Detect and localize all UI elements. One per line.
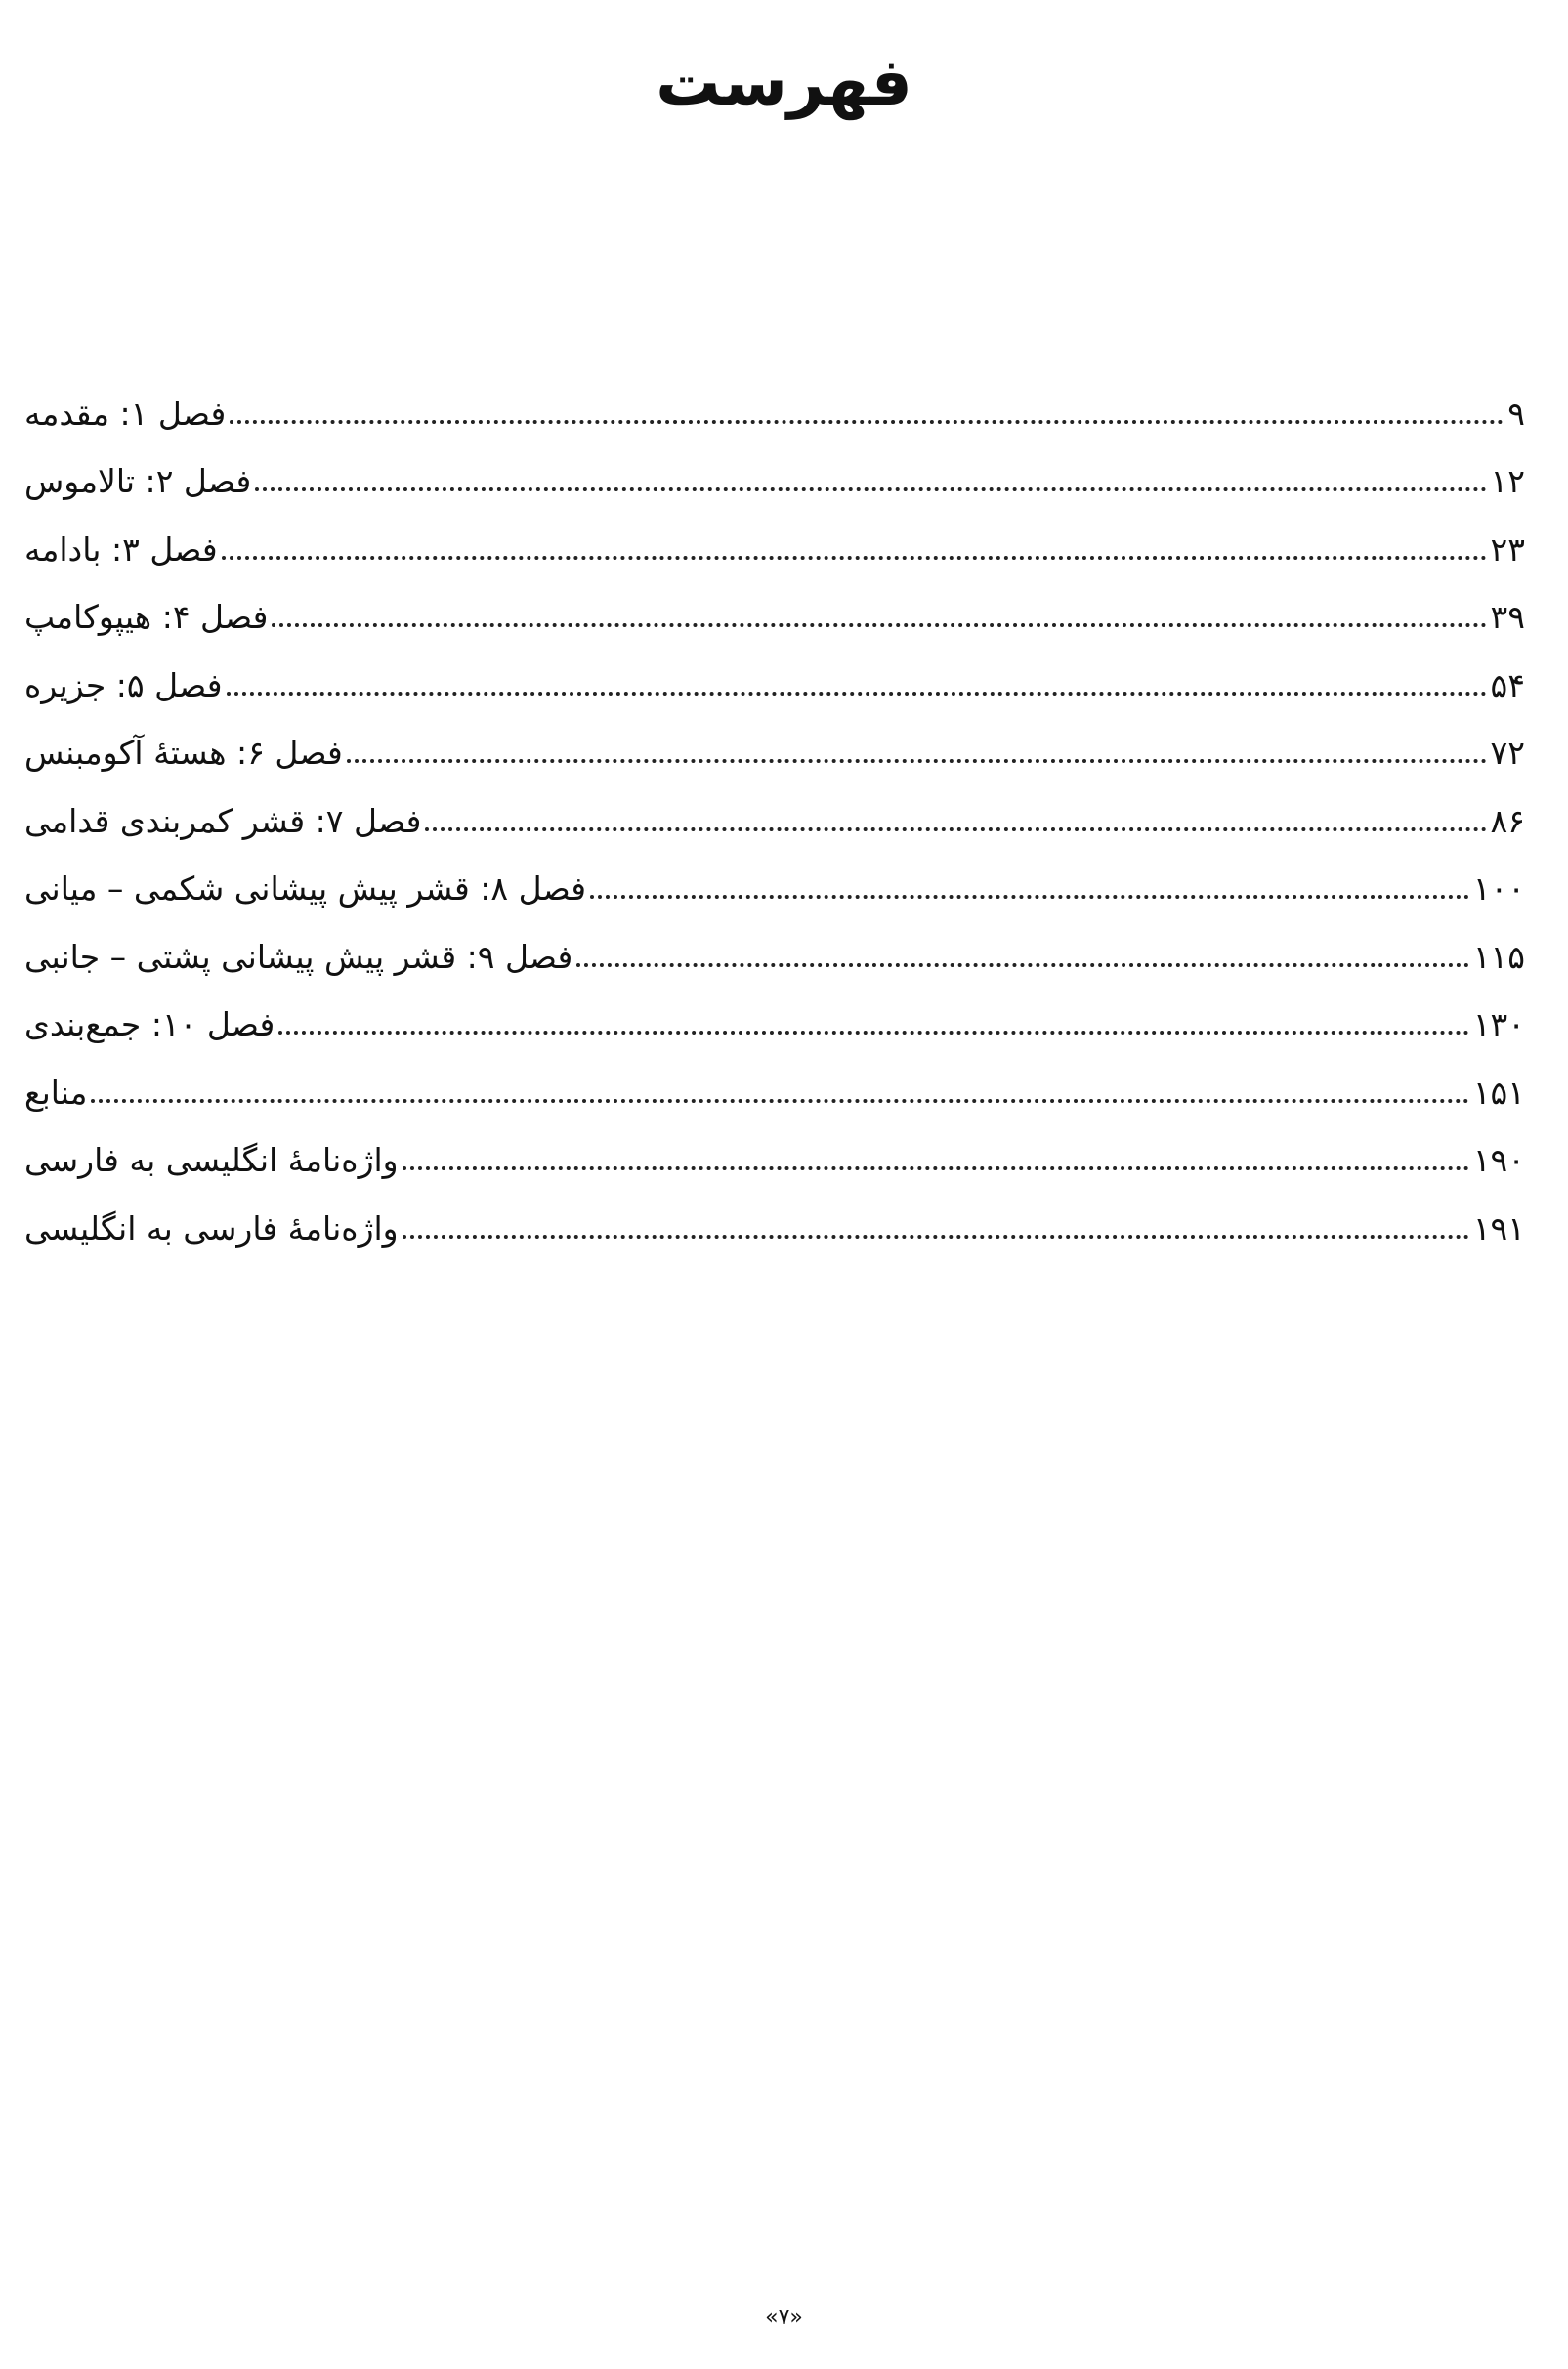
toc-entry-page: ۹ [1507,394,1525,433]
toc-entry-page: ۱۵۱ [1472,1073,1525,1112]
toc-entry-label: واژه‌نامهٔ فارسی به انگلیسی [24,1208,399,1248]
toc-entry-label: فصل ۲: تالاموس [24,462,252,501]
dot-leader [222,556,1487,560]
toc-entry-label: واژه‌نامهٔ انگلیسی به فارسی [24,1141,399,1180]
toc-entry[interactable] [24,440,1525,508]
toc-entry-page: ۳۹ [1490,598,1525,637]
dot-leader [227,692,1487,696]
toc-entry[interactable] [24,507,1525,575]
toc-entry-page: ۵۴ [1490,665,1525,704]
toc-entry-label: فصل ۷: قشر کمربندی قدامی [24,801,422,840]
toc-entry[interactable] [24,1119,1525,1187]
toc-entry-label: فصل ۱۰: جمع‌بندی [24,1005,275,1044]
toc-entry-label: منابع [24,1073,88,1112]
toc-entry-label: فصل ۳: بادامه [24,529,218,569]
toc-entry[interactable] [24,1050,1525,1119]
toc-entry-label: فصل ۵: جزیره [24,665,223,704]
dot-leader [590,895,1469,899]
toc-entry-label: فصل ۹: قشر پیش پیشانی پشتی – جانبی [24,937,573,976]
toc-entry-page: ۷۲ [1490,734,1525,773]
dot-leader [347,759,1487,763]
toc-entry-page: ۱۲ [1490,462,1525,501]
toc-entry[interactable] [24,1186,1525,1254]
toc-entry-label: فصل ۶: هستهٔ آکومبنس [24,734,343,773]
toc-entry-page: ۱۹۱ [1472,1208,1525,1248]
toc-entry-page: ۱۰۰ [1472,869,1525,909]
dot-leader [230,420,1504,424]
toc-entry-page: ۱۹۰ [1472,1141,1525,1180]
toc-entry-page: ۸۶ [1490,801,1525,840]
toc-entry-label: فصل ۴: هیپوکامپ [24,598,269,637]
toc-entry[interactable] [24,779,1525,847]
toc-entry[interactable] [24,575,1525,644]
toc-entry-page: ۱۱۵ [1472,937,1525,976]
dot-leader [403,1166,1469,1170]
dot-leader [255,487,1486,491]
dot-leader [91,1099,1468,1103]
table-of-contents [24,371,1525,1254]
toc-entry-page: ۲۳ [1490,529,1525,569]
toc-entry[interactable] [24,983,1525,1051]
toc-entry-page: ۱۳۰ [1472,1005,1525,1044]
page-number: «۷» [765,2306,803,2330]
toc-entry[interactable] [24,914,1525,983]
dot-leader [425,827,1486,831]
toc-entry[interactable] [24,371,1525,440]
toc-entry-label: فصل ۸: قشر پیش پیشانی شکمی – میانی [24,869,586,909]
dot-leader [576,963,1468,967]
toc-entry[interactable] [24,643,1525,711]
dot-leader [278,1031,1469,1035]
dot-leader [403,1235,1469,1239]
page-title: فهرست [656,45,912,120]
toc-entry[interactable] [24,847,1525,915]
toc-entry[interactable] [24,711,1525,780]
toc-entry-label: فصل ۱: مقدمه [24,394,227,433]
dot-leader [272,623,1486,627]
